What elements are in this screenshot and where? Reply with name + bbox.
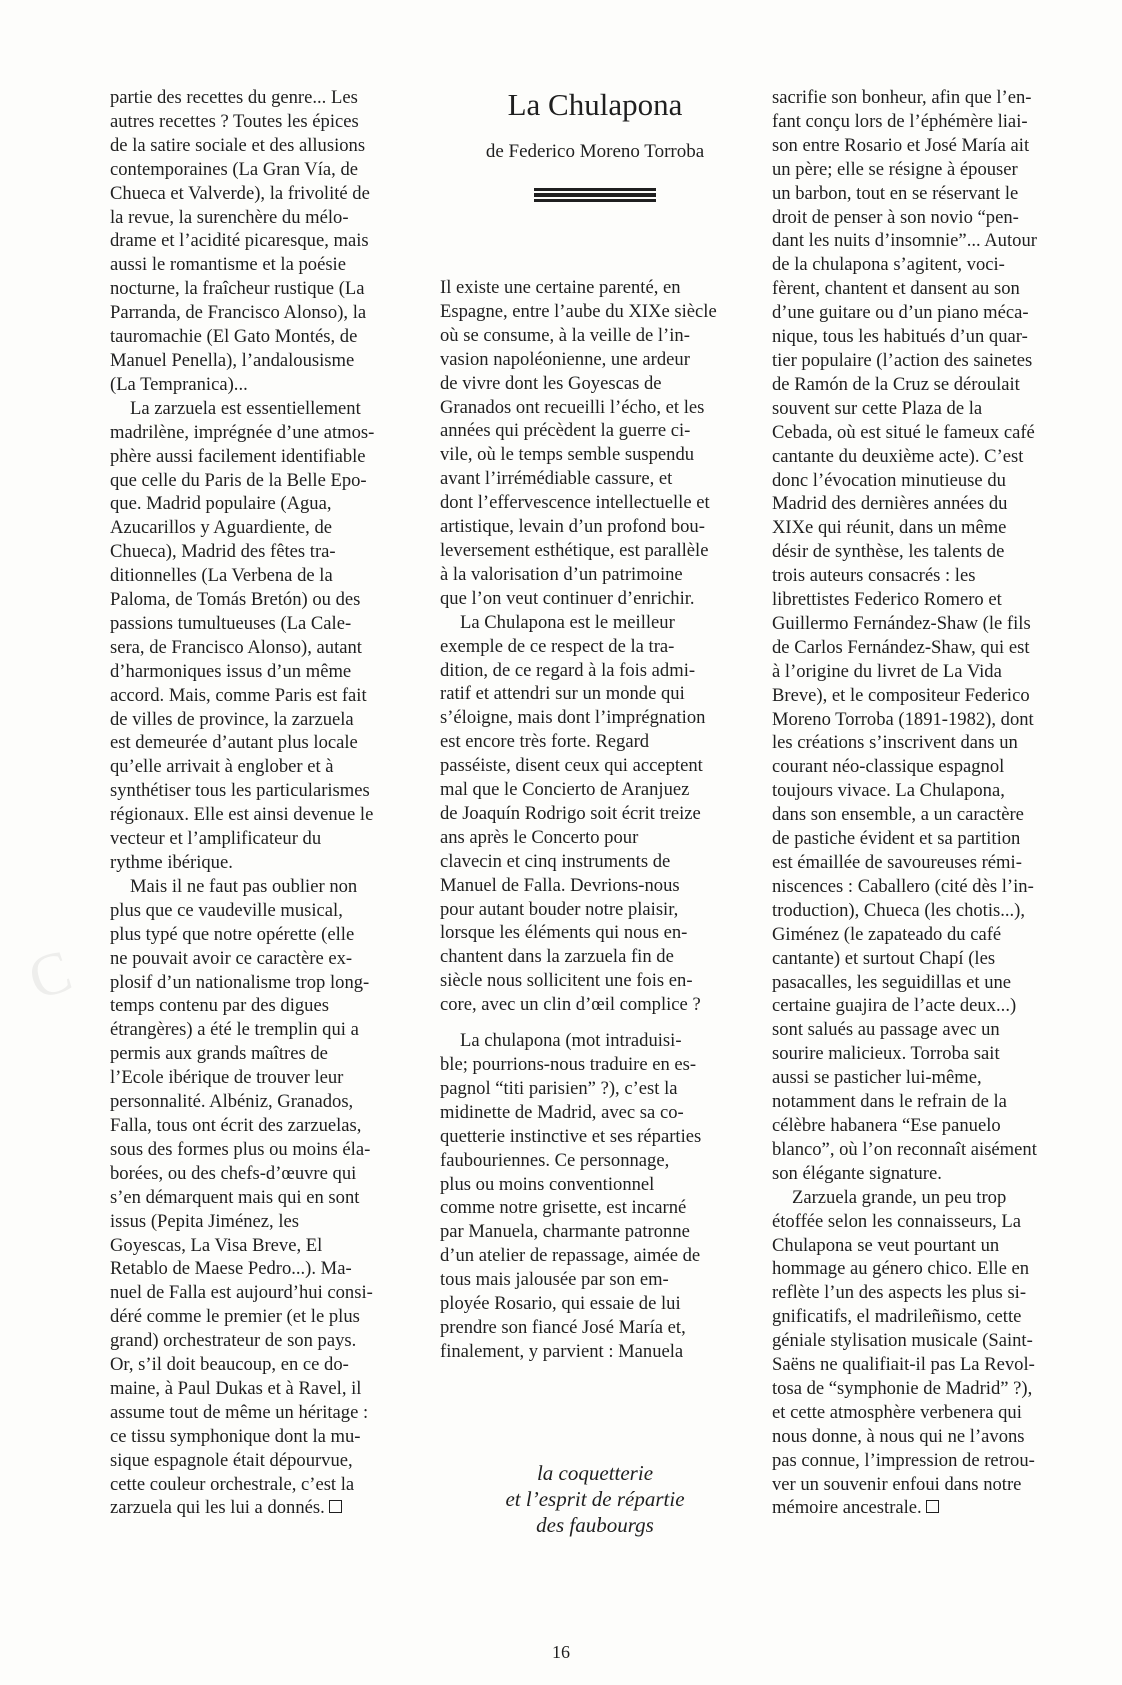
- text-line: par Manuela, charmante patronne: [440, 1221, 690, 1243]
- text-line: où se consume, à la veille de l’in-: [440, 324, 690, 346]
- column-middle-body-b: [440, 1029, 750, 1364]
- text-line: partie des recettes du genre... Les: [110, 87, 358, 108]
- text-line: quetterie instinctive et ses réparties: [440, 1125, 702, 1147]
- text-line: vasion napoléonienne, une ardeur: [440, 348, 690, 370]
- article-byline: de Federico Moreno Torroba: [485, 141, 705, 162]
- text-line: donc l’évocation minutieuse du: [772, 469, 1006, 491]
- text-line: étrangères) a été le tremplin qui a: [110, 1019, 359, 1041]
- text-line: d’une guitare ou d’un piano méca-: [772, 302, 1029, 324]
- pull-quote-line: des faubourgs: [536, 1512, 654, 1537]
- text-line: d’harmoniques issus d’un même: [110, 660, 352, 682]
- text-line: de Ramón de la Cruz se déroulait: [772, 373, 1020, 395]
- text-line: tier populaire (l’action des sainetes: [772, 349, 1033, 371]
- text-line: comme notre grisette, est incarné: [440, 1197, 687, 1219]
- text-line: exemple de ce respect de la tra-: [440, 635, 675, 657]
- text-line: Parranda, de Francisco Alonso), la: [110, 302, 367, 324]
- text-line: souvent sur cette Plaza de la: [772, 397, 983, 419]
- text-line: Chueca et Valverde), la frivolité de: [110, 182, 370, 204]
- text-line: à l’origine du livret de La Vida: [772, 660, 1002, 682]
- text-line: géniale stylisation musicale (Saint-: [772, 1330, 1033, 1352]
- text-line: les créations s’inscrivent dans un: [772, 732, 1018, 754]
- text-line: s’en démarquent mais qui en sont: [110, 1186, 360, 1208]
- text-line: siècle nous sollicitent une fois en-: [440, 970, 693, 992]
- text-line: mémoire ancestrale.: [772, 1496, 1077, 1520]
- text-line: Paloma, de Tomás Bretón) ou des: [110, 589, 361, 611]
- text-line: de la chulapona s’agitent, voci-: [772, 254, 1005, 276]
- text-line: à la valorisation d’un patrimoine: [440, 563, 683, 585]
- text-line: Breve), et le compositeur Federico: [772, 684, 1030, 706]
- text-line: contemporaines (La Gran Vía, de: [110, 158, 358, 180]
- text-line: faubouriennes. Ce personnage,: [440, 1149, 670, 1171]
- text-line: madrilène, imprégnée d’une atmos-: [110, 421, 375, 443]
- text-line: niscences : Caballero (cité dès l’in-: [772, 875, 1034, 897]
- text-line: est demeurée d’autant plus locale: [110, 732, 358, 754]
- text-line: sique espagnole était dépourvue,: [110, 1449, 353, 1471]
- text-line: ver un souvenir enfoui dans notre: [772, 1473, 1022, 1495]
- text-line: vecteur et l’amplificateur du: [110, 828, 322, 850]
- text-line: chantent dans la zarzuela fin de: [440, 946, 674, 968]
- text-line: assume tout de même un héritage :: [110, 1401, 369, 1423]
- text-line: hommage au género chico. Elle en: [772, 1258, 1030, 1280]
- text-line: Giménez (le zapateado du café: [772, 923, 1002, 945]
- text-line: que celle du Paris de la Belle Epo-: [110, 469, 367, 491]
- text-line: que l’on veut continuer d’enrichir.: [440, 587, 695, 609]
- text-line: ce tissu symphonique dont la mu-: [110, 1425, 361, 1447]
- text-line: Or, s’il doit beaucoup, en ce do-: [110, 1354, 349, 1376]
- text-line: gnificatifs, el madrileñismo, cette: [772, 1306, 1022, 1328]
- text-line: dant les nuits d’insomnie”... Autour: [772, 230, 1037, 252]
- text-line: d’un atelier de repassage, aimée de: [440, 1245, 701, 1267]
- text-line: cantante) et surtout Chapí (les: [772, 947, 996, 969]
- text-line: un barbon, tout en se réservant le: [772, 182, 1019, 204]
- text-line: déré comme le premier (et le plus: [110, 1306, 360, 1328]
- text-line: Moreno Torroba (1891-1982), dont: [772, 708, 1034, 730]
- text-line: droit de penser à son novio “pen-: [772, 206, 1019, 228]
- text-line: fant conçu lors de l’éphémère liai-: [772, 110, 1028, 132]
- text-line: l’Ecole ibérique de trouver leur: [110, 1067, 344, 1089]
- text-line: cantante du deuxième acte). C’est: [772, 445, 1024, 467]
- text-line: étoffée selon les connaisseurs, La: [772, 1210, 1022, 1232]
- text-line: pasacalles, les seguidillas et une: [772, 971, 1012, 993]
- text-line: phère aussi facilement identifiable: [110, 445, 366, 467]
- text-line: Goyescas, La Visa Breve, El: [110, 1234, 323, 1256]
- text-line: grand) orchestrateur de son pays.: [110, 1330, 357, 1352]
- text-line: de pastiche évident et sa partition: [772, 828, 1021, 850]
- text-line: sera, de Francisco Alonso), autant: [110, 636, 362, 658]
- text-line: ployée Rosario, qui essaie de lui: [440, 1293, 681, 1315]
- text-line: permis aux grands maîtres de: [110, 1043, 328, 1065]
- text-line: son élégante signature.: [772, 1162, 942, 1184]
- text-line: clavecin et cinq instruments de: [440, 850, 671, 872]
- column-middle: [440, 86, 750, 1538]
- text-line: artistique, levain d’un profond bou-: [440, 516, 705, 538]
- text-line: Cebada, où est situé le fameux café: [772, 421, 1035, 443]
- text-line: passions tumultueuses (La Cale-: [110, 612, 352, 634]
- text-line: plosif d’un nationalisme trop long-: [110, 971, 370, 993]
- title-rule: [534, 188, 656, 202]
- text-line: Il existe une certaine parenté, en: [440, 277, 681, 298]
- text-line: la revue, la surenchère du mélo-: [110, 206, 349, 228]
- text-line: désir de synthèse, les talents de: [772, 541, 1005, 563]
- pull-quote-line: et l’esprit de répartie: [505, 1486, 685, 1511]
- text-line: courant néo-classique espagnol: [772, 756, 1005, 778]
- text-line: de vivre dont les Goyescas de: [440, 372, 662, 394]
- text-line: Azucarillos y Aguardiente, de: [110, 517, 333, 539]
- text-line: et cette atmosphère verbenera qui: [772, 1401, 1022, 1423]
- text-line: Guillermo Fernández-Shaw (le fils: [772, 612, 1031, 634]
- text-line: Falla, tous ont écrit des zarzuelas,: [110, 1114, 362, 1136]
- text-line: plus typé que notre opérette (elle: [110, 923, 355, 945]
- text-line: blanco”, où l’on reconnaît aisément: [772, 1138, 1037, 1160]
- text-line: est émaillée de savoureuses rémi-: [772, 852, 1022, 873]
- text-line: dition, de ce regard à la fois admi-: [440, 659, 696, 681]
- text-line: leversement esthétique, est parallèle: [440, 539, 709, 561]
- text-line: temps contenu par des digues: [110, 995, 329, 1017]
- text-line: plus ou moins conventionnel: [440, 1173, 655, 1195]
- text-line: un père; elle se résigne à épouser: [772, 158, 1018, 180]
- text-line: La chulapona (mot intraduisi-: [460, 1030, 682, 1052]
- text-line: de la satire sociale et des allusions: [110, 134, 366, 156]
- text-line: de Joaquín Rodrigo soit écrit treize: [440, 802, 701, 824]
- text-line: nous donne, à nous qui ne l’avons: [772, 1425, 1025, 1447]
- text-line: certaine guajira de l’acte deux...): [772, 995, 1017, 1017]
- text-line: zarzuela qui les lui a donnés.: [110, 1496, 415, 1520]
- column-left: [110, 86, 415, 1520]
- text-line: ble; pourrions-nous traduire en es-: [440, 1054, 697, 1075]
- text-line: régionaux. Elle est ainsi devenue le: [110, 804, 374, 826]
- text-line: toujours vivace. La Chulapona,: [772, 780, 1005, 802]
- text-line: accord. Mais, comme Paris est fait: [110, 684, 367, 706]
- text-line: vile, où le temps semble suspendu: [440, 444, 695, 466]
- text-line: Espagne, entre l’aube du XIXe siècle: [440, 300, 717, 322]
- end-mark-icon: [329, 1500, 342, 1513]
- text-line: sacrifie son bonheur, afin que l’en-: [772, 87, 1032, 108]
- text-line: personnalité. Albéniz, Granados,: [110, 1091, 354, 1113]
- text-line: maine, à Paul Dukas et à Ravel, il: [110, 1377, 362, 1399]
- text-line: dont l’effervescence intellectuelle et: [440, 492, 710, 514]
- text-line: Manuel Penella), l’andalousisme: [110, 349, 355, 371]
- text-line: aussi le romantisme et la poésie: [110, 254, 346, 276]
- text-line: tous mais jalousée par son em-: [440, 1269, 669, 1291]
- text-line: qu’elle arrivait à englober et à: [110, 756, 334, 778]
- text-line: lorsque les éléments qui nous en-: [440, 922, 688, 944]
- text-line: Retablo de Maese Pedro...). Ma-: [110, 1258, 352, 1280]
- text-line: nocturne, la fraîcheur rustique (La: [110, 278, 365, 300]
- end-mark-icon: [926, 1500, 939, 1513]
- text-line: synthétiser tous les particularismes: [110, 780, 370, 802]
- text-line: aussi se pasticher lui-même,: [772, 1067, 982, 1089]
- text-line: dans son ensemble, a un caractère: [772, 804, 1024, 826]
- text-line: troduction), Chueca (les chotis...),: [772, 899, 1026, 921]
- watermark: C: [20, 935, 83, 1013]
- text-line: prendre son fiancé José María et,: [440, 1316, 686, 1338]
- text-line: reflète l’un des aspects les plus si-: [772, 1282, 1027, 1304]
- text-line: plus que ce vaudeville musical,: [110, 899, 343, 921]
- page-number: 16: [552, 1642, 570, 1662]
- article-title: La Chulapona: [507, 87, 683, 122]
- text-line: rythme ibérique.: [110, 852, 233, 873]
- text-line: passéiste, disent ceux qui acceptent: [440, 755, 703, 777]
- text-line: La zarzuela est essentiellement: [130, 397, 361, 419]
- text-line: trois auteurs consacrés : les: [772, 565, 976, 587]
- text-line: Madrid des dernières années du: [772, 493, 1008, 515]
- text-line: borées, ou des chefs-d’œuvre qui: [110, 1162, 357, 1184]
- text-line: Zarzuela grande, un peu trop: [792, 1186, 1007, 1208]
- text-line: nuel de Falla est aujourd’hui consi-: [110, 1282, 373, 1304]
- column-right: [772, 86, 1077, 1520]
- text-line: tauromachie (El Gato Montés, de: [110, 326, 358, 348]
- pull-quote: [440, 1460, 750, 1538]
- column-middle-body-a: [440, 276, 750, 1017]
- text-line: autres recettes ? Toutes les épices: [110, 110, 359, 132]
- text-line: ratif et attendri sur un monde qui: [440, 683, 685, 705]
- text-line: tosa de “symphonie de Madrid” ?),: [772, 1377, 1033, 1399]
- text-line: pagnol “titi parisien” ?), c’est la: [440, 1077, 678, 1099]
- text-line: avant l’irrémédiable cassure, et: [440, 468, 673, 490]
- text-line: sous des formes plus ou moins éla-: [110, 1138, 371, 1160]
- text-line: Saëns ne qualifiait-il pas La Revol-: [772, 1354, 1035, 1376]
- text-line: Granados ont recueilli l’écho, et les: [440, 396, 705, 418]
- text-line: finalement, y parvient : Manuela: [440, 1340, 684, 1362]
- text-line: s’éloigne, mais dont l’imprégnation: [440, 707, 706, 729]
- text-line: core, avec un clin d’œil complice ?: [440, 994, 701, 1016]
- text-line: années qui précèdent la guerre ci-: [440, 420, 691, 442]
- text-line: notamment dans le refrain de la: [772, 1091, 1007, 1113]
- text-line: ditionnelles (La Verbena de la: [110, 565, 333, 587]
- text-line: est encore très forte. Regard: [440, 731, 650, 753]
- text-line: Chueca), Madrid des fêtes tra-: [110, 541, 336, 563]
- text-line: (La Tempranica)...: [110, 373, 248, 395]
- text-line: drame et l’acidité picaresque, mais: [110, 230, 369, 252]
- text-line: de Carlos Fernández-Shaw, qui est: [772, 636, 1030, 658]
- text-line: son entre Rosario et José María ait: [772, 134, 1030, 156]
- text-line: mal que le Concierto de Aranjuez: [440, 779, 690, 801]
- text-line: ans après le Concerto pour: [440, 826, 639, 848]
- text-line: midinette de Madrid, avec sa co-: [440, 1101, 684, 1123]
- text-line: issus (Pepita Jiménez, les: [110, 1210, 300, 1232]
- text-line: sourire malicieux. Torroba sait: [772, 1043, 1000, 1065]
- text-line: La Chulapona est le meilleur: [460, 611, 675, 633]
- text-line: pour autant bouder notre plaisir,: [440, 898, 679, 920]
- text-line: Chulapona se veut pourtant un: [772, 1234, 1000, 1256]
- text-line: ne pouvait avoir ce caractère ex-: [110, 947, 353, 969]
- text-line: Mais il ne faut pas oublier non: [130, 875, 358, 897]
- text-line: célèbre habanera “Ese panuelo: [772, 1114, 1001, 1136]
- text-line: cette couleur orchestrale, c’est la: [110, 1473, 355, 1495]
- text-line: XIXe qui réunit, dans un même: [772, 517, 1007, 539]
- text-line: nique, tous les habitués d’un quar-: [772, 326, 1028, 348]
- text-line: Manuel de Falla. Devrions-nous: [440, 874, 680, 896]
- pull-quote-line: la coquetterie: [536, 1460, 654, 1485]
- text-line: fèrent, chantent et dansent au son: [772, 278, 1020, 300]
- text-line: que. Madrid populaire (Agua,: [110, 493, 332, 515]
- text-line: de villes de province, la zarzuela: [110, 708, 354, 730]
- text-line: librettistes Federico Romero et: [772, 589, 1002, 611]
- text-line: sont salués au passage avec un: [772, 1019, 1000, 1041]
- text-line: pas connue, l’impression de retrou-: [772, 1449, 1035, 1471]
